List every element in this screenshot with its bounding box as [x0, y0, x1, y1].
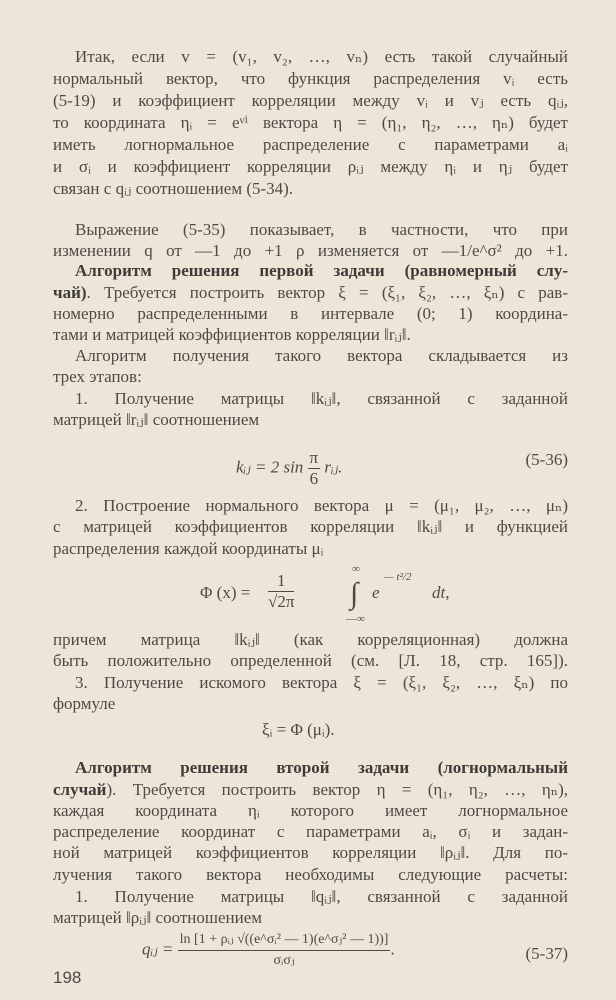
line-text: связан с qᵢⱼ соотношением (5-34). [53, 179, 294, 198]
text-line [53, 908, 568, 928]
bold-heading: чай) [53, 283, 87, 302]
line-text: нормальный вектор, что функция распределения vᵢ есть [53, 69, 568, 88]
line-text: 2. Построение нормального вектора μ = (μ₁, μ₂, …, μₙ) [75, 496, 568, 515]
fraction-num: 1 [268, 571, 294, 592]
line-text: распределения каждой координаты μᵢ [53, 539, 324, 558]
bold-heading: Алгоритм решения первой задачи (равномерный слу- [75, 261, 568, 280]
text-line [53, 539, 568, 559]
bold-heading: Алгоритм решения второй задачи (логнормальный [75, 758, 568, 777]
integral-upper: ∞ [352, 563, 360, 575]
text-line [53, 801, 568, 821]
text-line [53, 135, 568, 155]
text-line [53, 367, 568, 387]
text-line [53, 325, 568, 345]
eq-rhs: dt, [432, 583, 450, 602]
fraction [268, 571, 294, 612]
text-line [53, 113, 568, 133]
line-text: и σᵢ и коэффициент корреляции ρᵢⱼ между ηᵢ и ηⱼ будет [53, 157, 568, 176]
text-line [53, 843, 568, 863]
text-line [53, 780, 568, 800]
line-text: тами и матрицей коэффициентов корреляции ‖rᵢⱼ‖. [53, 325, 411, 344]
text-line [53, 822, 568, 842]
text-line [53, 91, 568, 111]
text-line [75, 887, 568, 907]
text-line [53, 157, 568, 177]
text-line [53, 241, 568, 261]
line-text: иметь логнормальное распределение с параметрами aᵢ [53, 135, 568, 154]
line-text: матрицей ‖ρᵢⱼ‖ соотношением [53, 908, 263, 927]
fraction-num: π [309, 448, 319, 467]
text-line [53, 694, 568, 714]
line-text: номерно распределенными в интервале (0; 1) координа- [53, 304, 568, 323]
fraction-den: σᵢσⱼ [273, 953, 295, 968]
line-text: Выражение (5-35) показывает, в частности, что при [75, 220, 568, 239]
integral-sign: ∫ [350, 577, 359, 610]
line-text: 1. Получение матрицы ‖kᵢⱼ‖, связанной с заданной [75, 389, 568, 408]
text-line [75, 673, 568, 693]
text-line [75, 346, 568, 366]
equation-5-36 [236, 448, 342, 489]
text-line [53, 630, 568, 650]
eq-lhs: kᵢⱼ = 2 sin [236, 457, 304, 477]
text-line [53, 651, 568, 671]
eq-rhs: rᵢⱼ. [324, 457, 343, 477]
eq-lhs: qᵢⱼ = [142, 939, 174, 959]
integrand: e [372, 583, 380, 602]
text-line [75, 47, 568, 67]
line-text: быть положительно определенной (см. [Л. 18, стр. 165]). [53, 651, 568, 670]
text-line [75, 758, 568, 778]
line-text: . Требуется построить вектор ξ = (ξ₁, ξ₂, …, ξₙ) с рав- [86, 283, 568, 302]
fraction [178, 930, 391, 971]
line-text: изменении q от —1 до +1 ρ изменяется от —1/e^σ² до +1. [53, 241, 568, 260]
bold-heading: случай [53, 780, 107, 799]
equation-5-37 [142, 930, 395, 971]
line-text: каждая координата ηᵢ которого имеет логнормальное [53, 801, 568, 820]
line-text: трех этапов: [53, 367, 142, 386]
line-text: ной матрицей коэффициентов корреляции ‖ρᵢⱼ‖. Для по- [53, 843, 568, 862]
line-text: Алгоритм получения такого вектора складывается из [75, 346, 568, 365]
text-line [75, 220, 568, 240]
line-text: матрицей ‖rᵢⱼ‖ соотношением [53, 410, 260, 429]
line-text: 1. Получение матрицы ‖qᵢⱼ‖, связанной с заданной [75, 887, 568, 906]
text-line [53, 865, 568, 885]
fraction [308, 448, 321, 489]
line-text: с матрицей коэффициентов корреляции ‖kᵢⱼ‖ и функцией [53, 517, 568, 536]
equation-xi: ξᵢ = Φ (μᵢ). [262, 720, 335, 739]
text-line [53, 304, 568, 324]
fraction-den: 6 [309, 469, 319, 488]
page-number: 198 [53, 968, 82, 987]
text-line [53, 283, 568, 303]
text-line [53, 69, 568, 89]
line-text: Итак, если v = (v₁, v₂, …, vₙ) есть такой случайный [75, 47, 568, 66]
line-text: 3. Получение искомого вектора ξ = (ξ₁, ξ₂, …, ξₙ) по [75, 673, 568, 692]
line-text: то координата ηᵢ = eᵛⁱ вектора η = (η₁, η₂, …, ηₙ) будет [53, 113, 568, 132]
text-line [53, 410, 568, 430]
text-line [53, 179, 568, 199]
line-text: (5-19) и коэффициент корреляции между vᵢ и vⱼ есть qᵢⱼ, [53, 91, 568, 110]
line-text: лучения такого вектора необходимы следующие расчеты: [53, 865, 568, 884]
line-text: причем матрица ‖kᵢⱼ‖ (как корреляционная) должна [53, 630, 568, 649]
exponent: — t²/2 [384, 571, 412, 583]
text-line [75, 389, 568, 409]
eq-tail: . [390, 939, 395, 959]
line-text: формуле [53, 694, 116, 713]
equation-label: (5-37) [525, 944, 568, 963]
equation-label: (5-36) [525, 450, 568, 469]
fraction-num: ln [1 + ρᵢⱼ √((e^σᵢ² — 1)(e^σⱼ² — 1))] [178, 930, 391, 951]
text-line [75, 496, 568, 516]
fraction-den: √2π [268, 592, 295, 611]
eq-lhs: Φ (x) = [200, 583, 251, 602]
line-text: ). Требуется построить вектор η = (η₁, η₂, …, ηₙ), [106, 780, 568, 799]
text-line [75, 261, 568, 281]
integral-lower: —∞ [346, 613, 365, 625]
line-text: распределение координат с параметрами aᵢ, σᵢ и задан- [53, 822, 568, 841]
text-line [53, 517, 568, 537]
